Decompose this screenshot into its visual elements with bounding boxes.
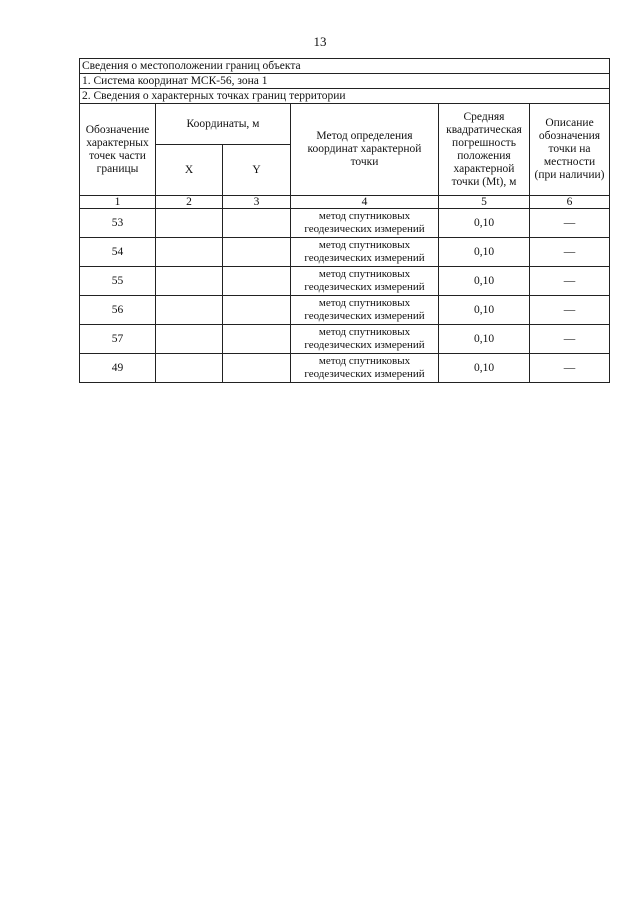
point-description: —: [530, 209, 610, 238]
coordinate-y: [223, 325, 291, 354]
coordinate-y: [223, 296, 291, 325]
section-row: [80, 74, 610, 89]
point-designation: 56: [80, 296, 156, 325]
coordinate-x: [156, 238, 223, 267]
coordinate-x: [156, 325, 223, 354]
determination-method: метод спутниковых геодезических измерений: [291, 209, 439, 238]
point-designation: 57: [80, 325, 156, 354]
point-designation: 49: [80, 354, 156, 383]
point-description: —: [530, 325, 610, 354]
coordinate-y: [223, 354, 291, 383]
header-accuracy: Средняя квадратическая погрешность положения характерной точки (Mt), м: [439, 104, 530, 196]
section-coordinate-system: 1. Система координат МСК-56, зона 1: [80, 74, 610, 89]
column-number: 1: [80, 196, 156, 209]
header-method: Метод определения координат характерной точки: [291, 104, 439, 196]
accuracy-value: 0,10: [439, 267, 530, 296]
column-number: 4: [291, 196, 439, 209]
point-designation: 54: [80, 238, 156, 267]
boundary-points-table-wrap: [79, 58, 609, 383]
point-description: —: [530, 267, 610, 296]
section-title: Сведения о местоположении границ объекта: [80, 59, 610, 74]
determination-method: метод спутниковых геодезических измерений: [291, 296, 439, 325]
column-number: 2: [156, 196, 223, 209]
point-description: —: [530, 296, 610, 325]
header-y: Y: [223, 145, 291, 196]
section-characteristic-points: 2. Сведения о характерных точках границ территории: [80, 89, 610, 104]
column-number: 3: [223, 196, 291, 209]
accuracy-value: 0,10: [439, 296, 530, 325]
table-row: [80, 267, 610, 296]
column-number: 6: [530, 196, 610, 209]
coordinate-x: [156, 354, 223, 383]
determination-method: метод спутниковых геодезических измерений: [291, 354, 439, 383]
section-row: [80, 89, 610, 104]
boundary-points-table: [79, 58, 610, 383]
accuracy-value: 0,10: [439, 354, 530, 383]
coordinate-x: [156, 296, 223, 325]
coordinate-x: [156, 209, 223, 238]
column-numbers-row: [80, 196, 610, 209]
page-number: 13: [313, 34, 327, 49]
table-row: [80, 238, 610, 267]
coordinate-y: [223, 267, 291, 296]
point-description: —: [530, 238, 610, 267]
section-row: [80, 59, 610, 74]
coordinate-y: [223, 209, 291, 238]
accuracy-value: 0,10: [439, 209, 530, 238]
header-description: Описание обозначения точки на местности (при наличии): [530, 104, 610, 196]
determination-method: метод спутниковых геодезических измерений: [291, 325, 439, 354]
point-description: —: [530, 354, 610, 383]
point-designation: 53: [80, 209, 156, 238]
determination-method: метод спутниковых геодезических измерений: [291, 267, 439, 296]
accuracy-value: 0,10: [439, 238, 530, 267]
table-row: [80, 354, 610, 383]
coordinate-y: [223, 238, 291, 267]
table-row: [80, 296, 610, 325]
point-designation: 55: [80, 267, 156, 296]
header-row-1: [80, 104, 610, 145]
column-number: 5: [439, 196, 530, 209]
header-x: X: [156, 145, 223, 196]
header-coordinates: Координаты, м: [156, 104, 291, 145]
accuracy-value: 0,10: [439, 325, 530, 354]
header-designation: Обозначение характерных точек части границы: [80, 104, 156, 196]
table-row: [80, 209, 610, 238]
table-row: [80, 325, 610, 354]
determination-method: метод спутниковых геодезических измерений: [291, 238, 439, 267]
coordinate-x: [156, 267, 223, 296]
